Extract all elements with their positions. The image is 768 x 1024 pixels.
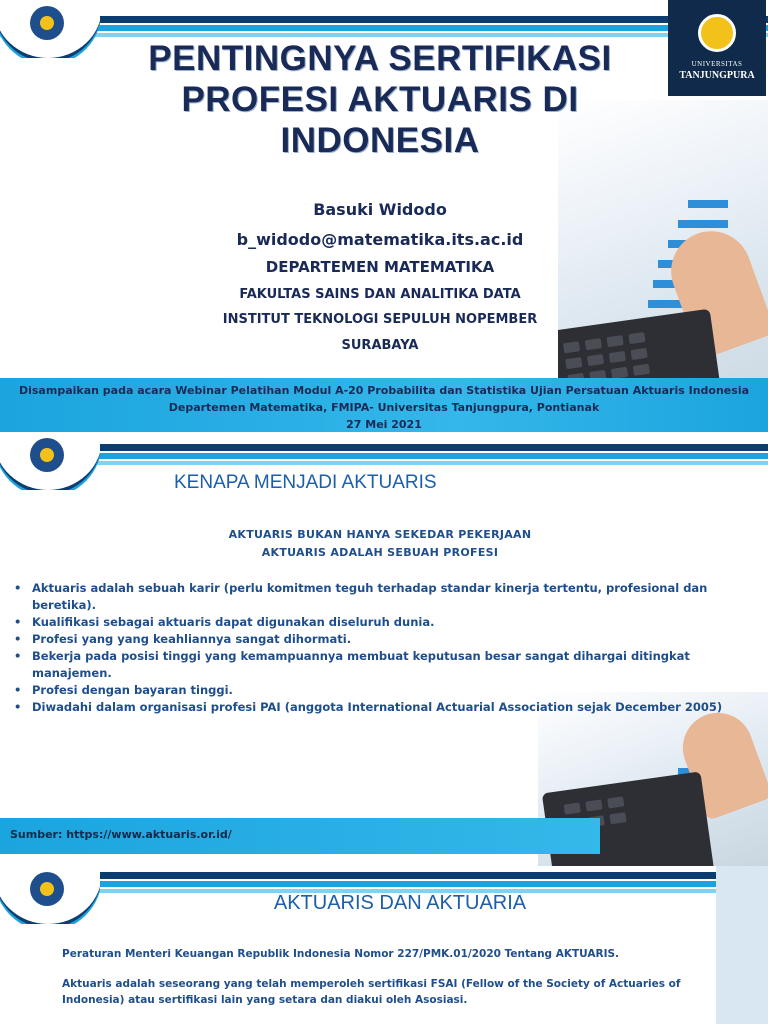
list-item: • Aktuaris adalah sebuah karir (perlu komitmen teguh terhadap standar kinerja tertentu, profesional dan beretika). bbox=[14, 581, 708, 612]
regulation-text: Peraturan Menteri Keuangan Republik Indonesia Nomor 227/PMK.01/2020 Tentang AKTUARIS. bbox=[62, 948, 620, 960]
header-stripe bbox=[0, 881, 716, 887]
faculty: FAKULTAS SAINS DAN ANALITIKA DATA bbox=[239, 287, 521, 302]
untan-emblem-icon bbox=[698, 14, 736, 52]
header-stripe bbox=[0, 461, 768, 465]
author-name: Basuki Widodo bbox=[313, 200, 447, 219]
untan-logo-line2: TANJUNGPURA bbox=[679, 70, 755, 81]
author-email: b_widodo@matematika.its.ac.id bbox=[236, 230, 524, 249]
institute: INSTITUT TEKNOLOGI SEPULUH NOPEMBER bbox=[222, 312, 538, 327]
list-item: • Diwadahi dalam organisasi profesi PAI (anggota International Actuarial Association sejak December 2005) bbox=[14, 700, 723, 714]
presentation-title bbox=[110, 38, 650, 161]
slide-heading: AKTUARIS DAN AKTUARIA bbox=[273, 892, 527, 914]
its-gear-logo-icon bbox=[30, 6, 64, 40]
slide-why-actuary bbox=[0, 432, 768, 866]
header-stripe bbox=[0, 33, 768, 37]
list-item: • Bekerja pada posisi tinggi yang kemampuannya membuat keputusan besar sangat dihargai ditingkat manajemen. bbox=[14, 649, 690, 680]
slide-heading: KENAPA MENJADI AKTUARIS bbox=[174, 472, 437, 493]
its-logo bbox=[0, 866, 100, 924]
header-stripe bbox=[0, 872, 716, 879]
subheading: AKTUARIS BUKAN HANYA SEKEDAR PEKERJAAN bbox=[228, 528, 532, 541]
title-line: PENTINGNYA SERTIFIKASI bbox=[148, 39, 612, 78]
its-logo bbox=[0, 432, 100, 490]
footer-line: 27 Mei 2021 bbox=[346, 418, 422, 431]
source-link[interactable]: Sumber: https://www.aktuaris.or.id/ bbox=[10, 828, 232, 841]
bullet-list bbox=[12, 580, 764, 716]
list-item: • Profesi yang yang keahliannya sangat dihormati. bbox=[14, 632, 352, 646]
its-gear-logo-icon bbox=[30, 438, 64, 472]
side-panel bbox=[716, 866, 768, 1024]
header-stripe bbox=[0, 444, 768, 451]
header-stripe bbox=[0, 453, 768, 459]
footer-line: Departemen Matematika, FMIPA- Universitas Tanjungpura, Pontianak bbox=[168, 401, 600, 414]
title-line: INDONESIA bbox=[280, 121, 480, 160]
footer-line: Disampaikan pada acara Webinar Pelatihan Modul A-20 Probabilita dan Statistika Ujian Persatuan Aktuaris Indonesia bbox=[18, 384, 750, 397]
slide-definitions bbox=[0, 866, 768, 1024]
list-item: • Kualifikasi sebagai aktuaris dapat digunakan diseluruh dunia. bbox=[14, 615, 435, 629]
untan-logo bbox=[668, 0, 766, 96]
title-line: PROFESI AKTUARIS DI bbox=[181, 80, 579, 119]
untan-logo-line1: UNIVERSITAS bbox=[691, 60, 743, 68]
header-stripe bbox=[0, 25, 768, 31]
its-gear-logo-icon bbox=[30, 872, 64, 906]
slide-title bbox=[0, 0, 768, 432]
header-stripe bbox=[0, 16, 768, 23]
definition-text: Aktuaris adalah seseorang yang telah memperoleh sertifikasi FSAI (Fellow of the Society of Actuaries of Indonesia) atau sertifikasi lain yang setara dan diakui oleh Asosiasi. bbox=[62, 978, 681, 1006]
department: DEPARTEMEN MATEMATIKA bbox=[265, 258, 495, 276]
its-logo bbox=[0, 0, 100, 58]
list-item: • Profesi dengan bayaran tinggi. bbox=[14, 683, 233, 697]
city: SURABAYA bbox=[341, 338, 419, 353]
subheading: AKTUARIS ADALAH SEBUAH PROFESI bbox=[261, 546, 499, 559]
